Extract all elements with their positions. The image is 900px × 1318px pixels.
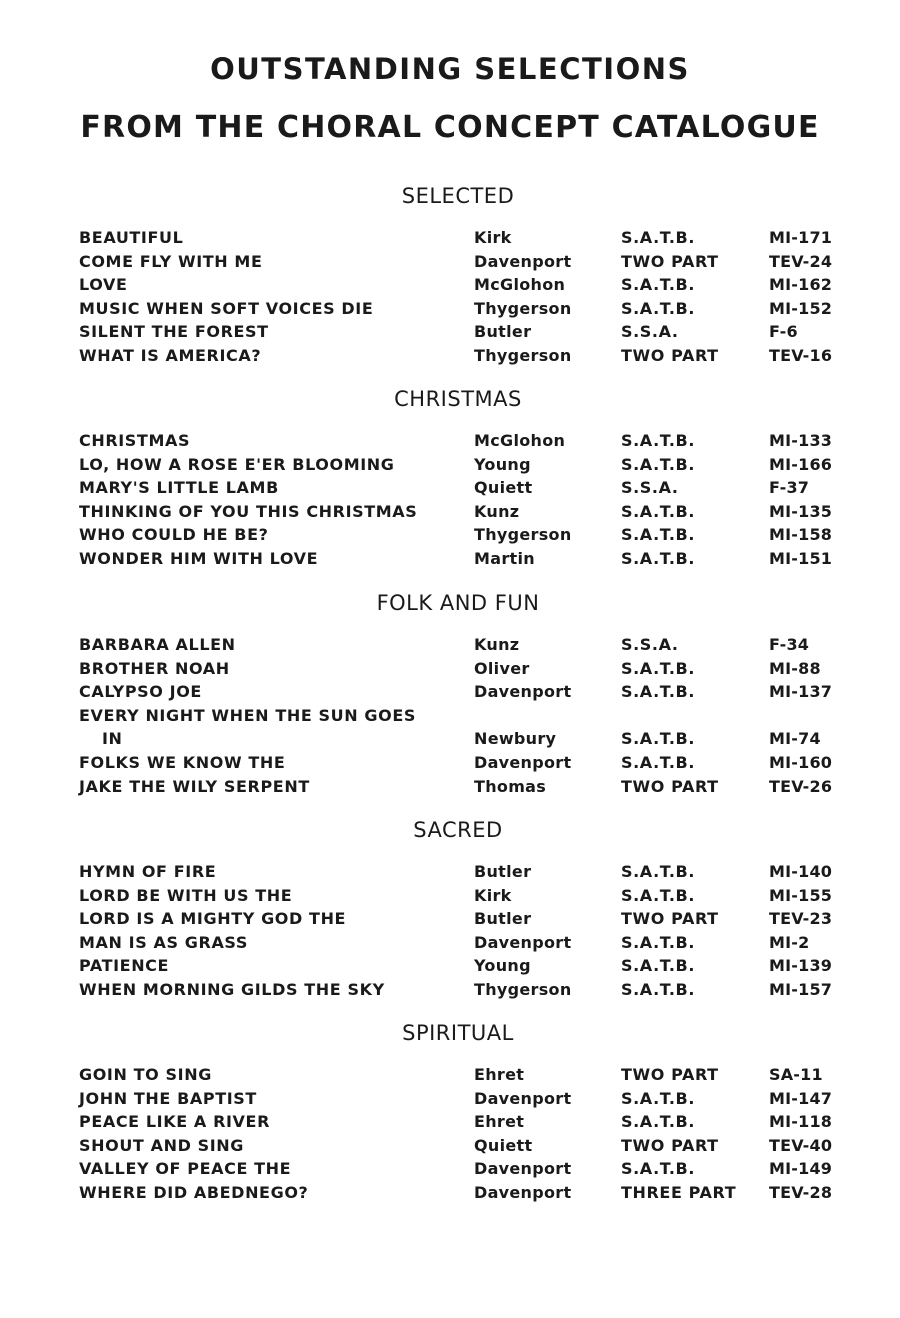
entry-catalogue-number: MI-171 [769,228,833,247]
entry-catalogue-number: MI-152 [769,298,833,318]
entry-voicing: TWO PART [621,251,719,271]
entry-voicing: S.A.T.B. [621,431,695,450]
entry-title-text: CHRISTMAS [79,431,191,450]
catalogue-entry-row [0,1087,900,1111]
entry-title-text: LORD IS A MIGHTY GOD THE [79,909,347,929]
entry-title-text: SHOUT AND SING [79,1135,245,1155]
entry-voicing: TWO PART [621,345,719,365]
section-heading: SACRED [413,818,503,842]
entry-title [79,344,459,368]
entry-title-text: LOVE [79,275,128,295]
entry-title [79,1087,459,1111]
entry-title-text: VALLEY OF PEACE THE [79,1159,292,1179]
catalogue-title-line-1: OUTSTANDING SELECTIONS [210,52,690,86]
entry-title [79,751,459,775]
entry-title-text: JAKE THE WILY SERPENT [79,776,310,796]
entry-catalogue-number: TEV-23 [769,909,833,929]
entry-title-text: MAN IS AS GRASS [79,932,248,952]
entry-composer: Davenport [474,1182,572,1202]
entry-title-text: FOLKS WE KNOW THE [79,752,286,772]
entry-title-text: BROTHER NOAH [79,658,230,678]
entry-title [79,1110,459,1134]
entry-composer: Quiett [474,478,533,498]
entry-catalogue-number: TEV-24 [769,251,833,271]
entry-title-text: MARY'S LITTLE LAMB [79,478,279,498]
catalogue-entry-row [0,907,900,931]
entry-composer: Davenport [474,251,572,271]
entry-catalogue-number: TEV-40 [769,1135,833,1155]
entry-title-text: WHEN MORNING GILDS THE SKY [79,979,385,999]
entry-voicing: S.A.T.B. [621,752,695,772]
entry-title-text: BARBARA ALLEN [79,635,236,654]
section-item-list [0,1063,900,1205]
entry-title-text: LORD BE WITH US THE [79,885,293,905]
entry-catalogue-number: MI-135 [769,501,833,521]
entry-catalogue-number: MI-137 [769,682,833,702]
entry-title-text: MUSIC WHEN SOFT VOICES DIE [79,298,374,318]
entry-voicing: S.S.A. [621,478,679,498]
entry-voicing: S.A.T.B. [621,885,695,905]
entry-voicing: S.A.T.B. [621,501,695,521]
entry-composer: Davenport [474,752,572,772]
entry-voicing: S.A.T.B. [621,729,695,749]
entry-composer: Davenport [474,682,572,702]
entry-catalogue-number: F-6 [769,322,798,342]
entry-composer: Davenport [474,1088,572,1108]
entry-catalogue-number: TEV-28 [769,1182,833,1202]
entry-voicing: S.A.T.B. [621,1112,695,1132]
entry-voicing: S.A.T.B. [621,525,695,545]
entry-title [79,1181,459,1205]
entry-title-continuation: IN [102,729,123,749]
entry-title-text: EVERY NIGHT WHEN THE SUN GOES [79,705,416,725]
entry-catalogue-number: TEV-16 [769,345,833,365]
catalogue-entry-row [0,226,900,250]
section-heading: FOLK AND FUN [376,591,540,615]
catalogue-entry-row [0,273,900,297]
catalogue-entry-row [0,860,900,884]
entry-catalogue-number: MI-160 [769,752,833,772]
entry-composer: Ehret [474,1112,525,1132]
entry-voicing: S.A.T.B. [621,979,695,999]
section-heading: CHRISTMAS [394,387,522,411]
entry-catalogue-number: MI-140 [769,862,833,881]
entry-title-text: PEACE LIKE A RIVER [79,1112,270,1132]
section-heading: SELECTED [401,184,515,208]
entry-composer: Thygerson [474,979,572,999]
entry-title [79,907,459,931]
section-item-list [0,429,900,571]
entry-catalogue-number: MI-74 [769,729,821,749]
entry-voicing: S.A.T.B. [621,682,695,702]
entry-title [79,931,459,955]
entry-title [79,523,459,547]
entry-composer: Butler [474,909,532,929]
entry-composer: Butler [474,322,532,342]
catalogue-entry-row [0,1110,900,1134]
entry-title [79,320,459,344]
entry-title-text: HYMN OF FIRE [79,862,217,881]
catalogue-entry-row [0,657,900,681]
catalogue-entry-row [0,547,900,571]
entry-catalogue-number: MI-166 [769,454,833,474]
entry-composer: Quiett [474,1135,533,1155]
entry-voicing: S.S.A. [621,322,679,342]
entry-title-text: PATIENCE [79,956,170,976]
entry-composer: Thygerson [474,298,572,318]
entry-title-text: GOIN TO SING [79,1065,212,1084]
entry-title-text: WHAT IS AMERICA? [79,345,262,365]
entry-voicing: S.A.T.B. [621,658,695,678]
entry-voicing: S.A.T.B. [621,275,695,295]
entry-voicing: S.A.T.B. [621,862,695,881]
entry-title [79,250,459,274]
entry-voicing: TWO PART [621,776,719,796]
entry-composer: McGlohon [474,275,566,295]
entry-catalogue-number: MI-88 [769,658,821,678]
entry-voicing: S.A.T.B. [621,932,695,952]
catalogue-entry-row [0,1181,900,1205]
entry-voicing: TWO PART [621,1065,719,1084]
catalogue-entry-row [0,1134,900,1158]
entry-title [79,547,459,571]
entry-title [79,453,459,477]
section-item-list [0,860,900,1002]
catalogue-entry-row [0,500,900,524]
section-item-list [0,633,900,798]
entry-composer: Oliver [474,658,530,678]
entry-title-text: CALYPSO JOE [79,682,202,702]
entry-title [79,1063,459,1087]
entry-title [79,273,459,297]
entry-title [79,978,459,1002]
entry-composer: Young [474,956,531,976]
entry-title [79,884,459,908]
entry-title [79,500,459,524]
entry-title [79,226,459,250]
entry-composer: Kunz [474,635,520,654]
entry-title [79,297,459,321]
entry-catalogue-number: MI-2 [769,932,810,952]
section-heading: SPIRITUAL [402,1021,514,1045]
entry-title [79,476,459,500]
entry-catalogue-number: MI-139 [769,956,833,976]
entry-voicing: S.A.T.B. [621,548,695,568]
entry-title-text: LO, HOW A ROSE E'ER BLOOMING [79,454,395,474]
entry-title-text: BEAUTIFUL [79,228,184,247]
entry-composer: Martin [474,548,535,568]
entry-composer: Davenport [474,932,572,952]
entry-catalogue-number: MI-162 [769,275,833,295]
entry-catalogue-number: MI-149 [769,1159,833,1179]
entry-composer: Butler [474,862,532,881]
catalogue-entry-row [0,884,900,908]
catalogue-entry-row [0,297,900,321]
catalogue-entry-row [0,250,900,274]
entry-voicing: TWO PART [621,1135,719,1155]
entry-title-text: THINKING OF YOU THIS CHRISTMAS [79,501,418,521]
entry-composer: Davenport [474,1159,572,1179]
entry-title [79,657,459,681]
entry-title [79,680,459,704]
catalogue-entry-row [0,453,900,477]
entry-catalogue-number: SA-11 [769,1065,823,1084]
entry-title-text: SILENT THE FOREST [79,322,269,342]
entry-title [79,775,459,799]
entry-catalogue-number: TEV-26 [769,776,833,796]
catalogue-entry-row [0,1063,900,1087]
entry-title-text: WHERE DID ABEDNEGO? [79,1182,309,1202]
entry-title [79,429,459,453]
catalogue-entry-row [0,978,900,1002]
catalogue-title-line-2: FROM THE CHORAL CONCEPT CATALOGUE [80,110,820,145]
entry-catalogue-number: F-34 [769,635,810,654]
entry-catalogue-number: F-37 [769,478,810,498]
entry-catalogue-number: MI-158 [769,525,833,545]
entry-catalogue-number: MI-118 [769,1112,833,1132]
catalogue-entry-row [0,344,900,368]
catalogue-entry-row [0,704,900,751]
entry-title [79,633,459,657]
entry-composer: Kirk [474,228,512,247]
catalogue-entry-row [0,429,900,453]
entry-voicing: S.A.T.B. [621,956,695,976]
entry-composer: Thygerson [474,345,572,365]
entry-composer: Young [474,454,531,474]
catalogue-entry-row [0,476,900,500]
catalogue-entry-row [0,775,900,799]
entry-voicing: TWO PART [621,909,719,929]
entry-title-text: WHO COULD HE BE? [79,525,269,545]
entry-title [79,954,459,978]
entry-voicing: S.A.T.B. [621,1159,695,1179]
catalogue-entry-row [0,633,900,657]
entry-voicing: S.A.T.B. [621,228,695,247]
entry-composer: Kunz [474,501,520,521]
catalogue-entry-row [0,523,900,547]
entry-catalogue-number: MI-151 [769,548,833,568]
entry-composer: Thomas [474,776,547,796]
entry-composer: Ehret [474,1065,525,1084]
catalogue-entry-row [0,751,900,775]
catalogue-entry-row [0,1157,900,1181]
entry-title-text: WONDER HIM WITH LOVE [79,548,319,568]
entry-composer: Thygerson [474,525,572,545]
entry-voicing: THREE PART [621,1182,737,1202]
catalogue-entry-row [0,680,900,704]
entry-catalogue-number: MI-133 [769,431,833,450]
entry-voicing: S.A.T.B. [621,1088,695,1108]
entry-composer: McGlohon [474,431,566,450]
entry-voicing: S.S.A. [621,635,679,654]
entry-title [79,1157,459,1181]
entry-composer: Kirk [474,885,512,905]
entry-composer: Newbury [474,729,557,749]
catalogue-entry-row [0,931,900,955]
section-item-list [0,226,900,368]
entry-title [79,704,459,751]
entry-catalogue-number: MI-155 [769,885,833,905]
entry-title [79,860,459,884]
entry-catalogue-number: MI-147 [769,1088,833,1108]
entry-catalogue-number: MI-157 [769,979,833,999]
entry-title-text: JOHN THE BAPTIST [79,1088,257,1108]
entry-title [79,1134,459,1158]
entry-title-text: COME FLY WITH ME [79,251,263,271]
catalogue-entry-row [0,320,900,344]
entry-voicing: S.A.T.B. [621,298,695,318]
entry-voicing: S.A.T.B. [621,454,695,474]
catalogue-entry-row [0,954,900,978]
